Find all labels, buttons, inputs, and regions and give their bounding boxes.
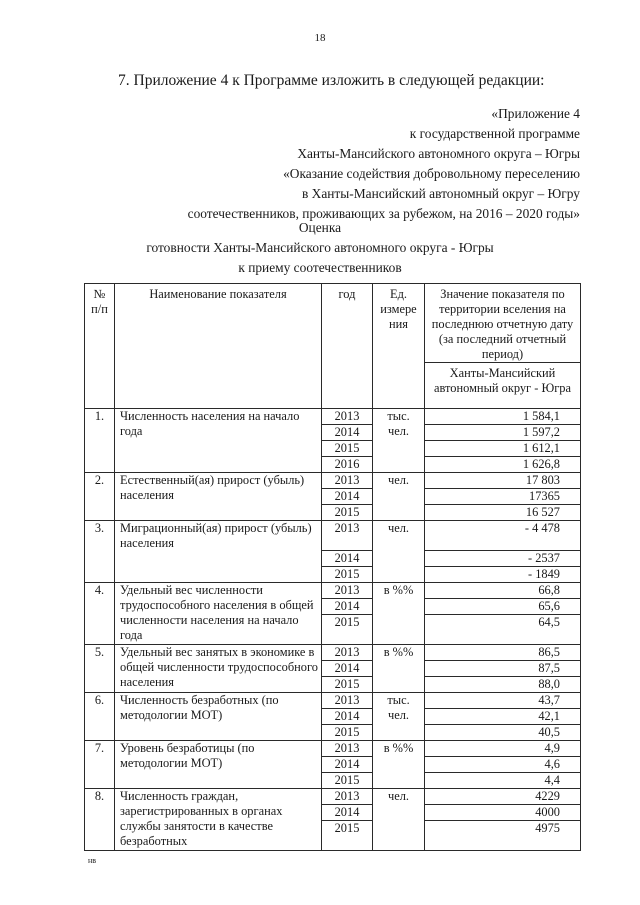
- unit-cell: в %%: [373, 741, 425, 789]
- year-cell: 2014: [322, 489, 373, 505]
- title-line: готовности Ханты-Мансийского автономного округа - Югры: [146, 240, 494, 255]
- value-cell: 4975: [425, 821, 581, 851]
- footer-mark: нв: [88, 856, 97, 865]
- row-number: 7.: [85, 741, 115, 789]
- indicator-name: Миграционный(ая) прирост (убыль) населения: [115, 521, 322, 583]
- year-cell: 2014: [322, 661, 373, 677]
- year-cell: 2015: [322, 677, 373, 693]
- header-region: Ханты-Мансийский автономный округ - Югра: [425, 363, 581, 409]
- year-cell: 2015: [322, 821, 373, 851]
- value-cell: 65,6: [425, 599, 581, 615]
- year-cell: 2015: [322, 441, 373, 457]
- table-row: [85, 741, 581, 757]
- year-cell: 2013: [322, 741, 373, 757]
- year-cell: 2015: [322, 505, 373, 521]
- year-cell: 2013: [322, 693, 373, 709]
- section-heading: 7. Приложение 4 к Программе изложить в следующей редакции:: [118, 72, 545, 89]
- header-value: Значение показателя по территории вселения на последнюю отчетную дату (за последний отчетный период): [425, 284, 581, 363]
- value-cell: 4,6: [425, 757, 581, 773]
- year-cell: 2013: [322, 583, 373, 599]
- annex-line: соотечественников, проживающих за рубежом, на 2016 – 2020 годы»: [187, 206, 580, 221]
- value-cell: 1 626,8: [425, 457, 581, 473]
- annex-line: к государственной программе: [409, 126, 580, 141]
- value-cell: 66,8: [425, 583, 581, 599]
- value-cell: 4000: [425, 805, 581, 821]
- unit-cell: в %%: [373, 583, 425, 645]
- year-cell: 2014: [322, 551, 373, 567]
- annex-line: «Приложение 4: [491, 106, 580, 121]
- indicator-name: Численность безработных (по методологии МОТ): [115, 693, 322, 741]
- title-line: к приему соотечественников: [238, 260, 402, 275]
- indicator-name: Удельный вес занятых в экономике в общей численности трудоспособного населения: [115, 645, 322, 693]
- value-cell: - 4 478: [425, 521, 581, 551]
- page-number: 18: [314, 32, 326, 44]
- table-row: [85, 789, 581, 805]
- indicator-name: Естественный(ая) прирост (убыль) населения: [115, 473, 322, 521]
- annex-line: Ханты-Мансийского автономного округа – Югры: [297, 146, 580, 161]
- table-row: [85, 693, 581, 709]
- year-cell: 2016: [322, 457, 373, 473]
- value-cell: 1 612,1: [425, 441, 581, 457]
- table-row: [85, 645, 581, 661]
- header-num: № п/п: [85, 284, 115, 409]
- year-cell: 2013: [322, 645, 373, 661]
- indicator-name: Численность населения на начало года: [115, 409, 322, 473]
- unit-cell: в %%: [373, 645, 425, 693]
- value-cell: 42,1: [425, 709, 581, 725]
- value-cell: 88,0: [425, 677, 581, 693]
- value-cell: 1 584,1: [425, 409, 581, 425]
- year-cell: 2013: [322, 409, 373, 425]
- table-row: [85, 583, 581, 599]
- annex-line: «Оказание содействия добровольному переселению: [283, 166, 580, 181]
- table-row: [85, 521, 581, 551]
- row-number: 5.: [85, 645, 115, 693]
- value-cell: 16 527: [425, 505, 581, 521]
- year-cell: 2014: [322, 425, 373, 441]
- value-cell: 87,5: [425, 661, 581, 677]
- value-cell: - 1849: [425, 567, 581, 583]
- year-cell: 2015: [322, 615, 373, 645]
- row-number: 4.: [85, 583, 115, 645]
- value-cell: 40,5: [425, 725, 581, 741]
- value-cell: 64,5: [425, 615, 581, 645]
- indicators-table: [84, 283, 581, 851]
- header-unit: Ед. измере ния: [373, 284, 425, 409]
- year-cell: 2014: [322, 709, 373, 725]
- annex-line: в Ханты-Мансийский автономный округ – Югру: [301, 186, 580, 201]
- year-cell: 2015: [322, 567, 373, 583]
- value-cell: 4229: [425, 789, 581, 805]
- year-cell: 2014: [322, 757, 373, 773]
- value-cell: 17 803: [425, 473, 581, 489]
- unit-cell: чел.: [373, 789, 425, 851]
- year-cell: 2013: [322, 789, 373, 805]
- row-number: 3.: [85, 521, 115, 583]
- value-cell: 17365: [425, 489, 581, 505]
- document-title: [0, 218, 640, 278]
- year-cell: 2013: [322, 473, 373, 489]
- unit-cell: чел.: [373, 473, 425, 521]
- row-number: 8.: [85, 789, 115, 851]
- value-cell: 43,7: [425, 693, 581, 709]
- row-number: 6.: [85, 693, 115, 741]
- indicator-name: Удельный вес численности трудоспособного населения в общей численности населения на начало года: [115, 583, 322, 645]
- header-year: год: [322, 284, 373, 409]
- unit-cell: тыс. чел.: [373, 409, 425, 473]
- indicator-name: Численность граждан, зарегистрированных в органах службы занятости в качестве безработных: [115, 789, 322, 851]
- indicator-name: Уровень безработицы (по методологии МОТ): [115, 741, 322, 789]
- year-cell: 2014: [322, 599, 373, 615]
- table-row: [85, 409, 581, 425]
- row-number: 1.: [85, 409, 115, 473]
- year-cell: 2013: [322, 521, 373, 551]
- table-row: [85, 473, 581, 489]
- year-cell: 2015: [322, 773, 373, 789]
- row-number: 2.: [85, 473, 115, 521]
- value-cell: 4,4: [425, 773, 581, 789]
- title-line: Оценка: [298, 220, 342, 235]
- year-cell: 2014: [322, 805, 373, 821]
- value-cell: - 2537: [425, 551, 581, 567]
- value-cell: 86,5: [425, 645, 581, 661]
- annex-caption: [188, 104, 580, 224]
- value-cell: 4,9: [425, 741, 581, 757]
- value-cell: 1 597,2: [425, 425, 581, 441]
- year-cell: 2015: [322, 725, 373, 741]
- unit-cell: чел.: [373, 521, 425, 583]
- unit-cell: тыс. чел.: [373, 693, 425, 741]
- header-name: Наименование показателя: [115, 284, 322, 409]
